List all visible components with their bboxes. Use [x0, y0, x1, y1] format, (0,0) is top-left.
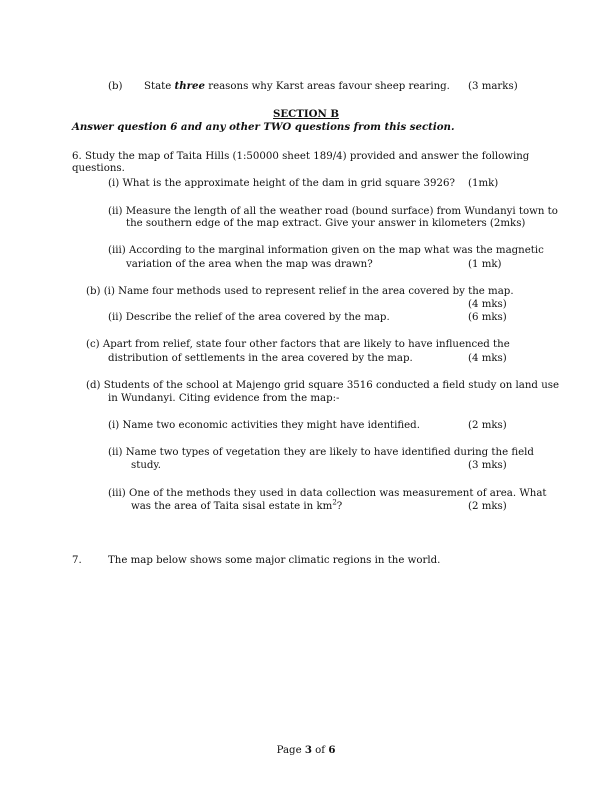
q6d-iii-line-1: (iii) One of the methods they used in data collection was measurement of area. What — [108, 488, 547, 499]
q6a-iii-marks: (1 mk) — [468, 259, 502, 270]
q6b-ii: (ii) Describe the relief of the area covered by the map. — [108, 312, 390, 323]
q6d-i-marks: (2 mks) — [468, 420, 507, 431]
current-page: 3 — [304, 744, 312, 756]
q6d-ii-marks: (3 mks) — [468, 460, 507, 471]
q6d-ii-line-2: study. — [131, 460, 162, 471]
q6a-iii-line-2: variation of the area when the map was drawn? — [126, 259, 373, 270]
q6c-marks: (4 mks) — [468, 353, 507, 364]
q6d-iii-marks: (2 mks) — [468, 501, 507, 512]
q6b-i-marks: (4 mks) — [468, 299, 507, 310]
q5b-text: State three reasons why Karst areas favour sheep rearing. — [144, 80, 450, 92]
q6c-line-1: (c) Apart from relief, state four other factors that are likely to have influenced the — [86, 339, 510, 350]
q6a-i-marks: (1mk) — [468, 178, 499, 189]
q6d-line-1: (d) Students of the school at Majengo grid square 3516 conducted a field study on land use — [86, 380, 560, 391]
q7-text: The map below shows some major climatic regions in the world. — [108, 555, 441, 566]
section-title: SECTION B — [273, 108, 339, 120]
q7-number: 7. — [72, 555, 82, 566]
total-pages: 6 — [328, 744, 336, 756]
q6d-i: (i) Name two economic activities they might have identified. — [108, 420, 420, 431]
q5b-marks: (3 marks) — [468, 81, 518, 92]
q6d-iii-line-2: was the area of Taita sisal estate in $km^2$? — [131, 498, 343, 512]
q5b-label: (b) — [108, 81, 123, 92]
q6a-i: (i) What is the approximate height of the dam in grid square 3926? — [108, 178, 455, 189]
q6b-i: (b) (i) Name four methods used to represent relief in the area covered by the map. — [86, 286, 514, 297]
q6d-ii-line-1: (ii) Name two types of vegetation they are likely to have identified during the field — [108, 447, 534, 458]
q6b-ii-marks: (6 mks) — [468, 312, 507, 323]
superscript-two: 2 — [332, 498, 337, 507]
page-footer: Page 3 of 6 — [276, 744, 336, 756]
q6d-line-2: in Wundanyi. Citing evidence from the map:- — [108, 393, 340, 404]
section-instruction: Answer question 6 and any other TWO questions from this section. — [72, 121, 455, 133]
q6c-line-2: distribution of settlements in the area covered by the map. — [108, 353, 413, 364]
q6a-ii-line-1: (ii) Measure the length of all the weather road (bound surface) from Wundanyi town to — [108, 206, 558, 217]
q6-intro-line-1: 6. Study the map of Taita Hills (1:50000 sheet 189/4) provided and answer the following — [72, 151, 530, 162]
q6a-ii-line-2: the southern edge of the map extract. Give your answer in kilometers (2mks) — [126, 218, 526, 229]
q6-intro-line-2: questions. — [72, 163, 125, 174]
q6a-iii-line-1: (iii) According to the marginal information given on the map what was the magnetic — [108, 245, 544, 256]
